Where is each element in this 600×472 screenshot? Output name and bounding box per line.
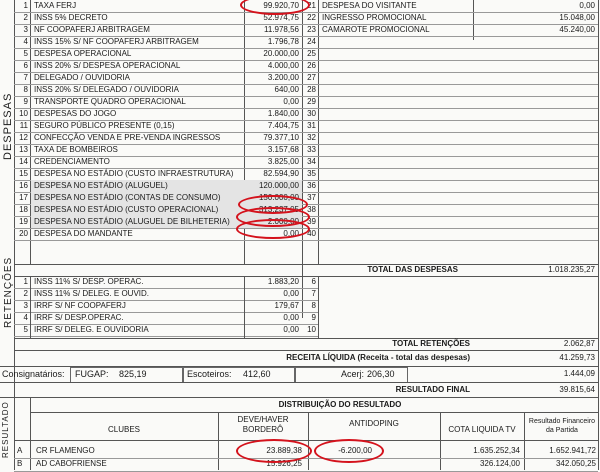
consignatarios-line	[0, 382, 598, 383]
club-name: AD CABOFRIENSE	[36, 459, 107, 468]
expense-description: INSS 5% DECRETO	[34, 13, 108, 22]
fugap-box	[70, 367, 184, 383]
expense-value: 82.594,90	[263, 169, 299, 178]
dist-resultado-border	[524, 412, 525, 470]
expense-value: 120.000,00	[258, 181, 299, 190]
row-number: 32	[307, 133, 316, 142]
expense-description: TRANSPORTE QUADRO OPERACIONAL	[34, 97, 186, 106]
club-cota-tv: 1.635.252,34	[473, 446, 520, 455]
expense-description: DELEGADO / OUVIDORIA	[34, 73, 131, 82]
row-number: 27	[307, 73, 316, 82]
outer-right-border	[598, 0, 599, 470]
row-number: 10	[19, 109, 28, 118]
retencao-value: 0,00	[283, 325, 299, 334]
club-resultado-financeiro: 1.652.941,72	[549, 446, 596, 455]
row-number: 39	[307, 217, 316, 226]
total-despesas-value: 1.018.235,27	[548, 265, 595, 274]
club-cota-tv: 326.124,00	[479, 459, 520, 468]
expense-description: TAXA DE BOMBEIROS	[34, 145, 118, 154]
expense-value: 150.000,00	[258, 193, 299, 202]
acerj-value: 206,30	[367, 369, 395, 379]
expense-description: DESPESA NO ESTÁDIO (ALUGUEL DE BILHETERIA)	[34, 217, 230, 226]
row-number: 3	[23, 301, 28, 310]
row-number: 7	[23, 73, 28, 82]
resultado-final-line	[0, 397, 598, 398]
section-label-despesas: DESPESAS	[2, 92, 14, 160]
expense-description: INSS 15% S/ NF COOPAFERJ ARBITRAGEM	[34, 37, 199, 46]
expense-description: DESPESAS DO JOGO	[34, 109, 117, 118]
club-name: CR FLAMENGO	[36, 446, 95, 455]
ret-number-border	[30, 276, 31, 338]
row-number: 29	[307, 97, 316, 106]
row-number: 23	[307, 25, 316, 34]
row-number: 1	[23, 1, 28, 10]
expense-description: DESPESA OPERACIONAL	[34, 49, 132, 58]
annotation-circle-custo-operacional	[236, 219, 310, 239]
section-label-retencoes: RETENÇÕES	[3, 256, 14, 328]
expense-description: SEGURO PÚBLICO PRESENTE (0,15)	[34, 121, 175, 130]
row-number: 10	[307, 325, 316, 334]
row-number: 18	[19, 205, 28, 214]
row-number: 13	[19, 145, 28, 154]
expense-value: 0,00	[579, 1, 595, 10]
expense-description: DESPESA NO ESTÁDIO (ALUGUEL)	[34, 181, 168, 190]
club-resultado-financeiro: 342.050,25	[555, 459, 596, 468]
expense-value: 79.377,10	[263, 133, 299, 142]
row-number: 34	[307, 157, 316, 166]
receita-liquida-value: 41.259,73	[559, 353, 595, 362]
header-resultado-financeiro: Resultado Financeiro da Partida	[528, 418, 596, 434]
club-antidoping: -6.200,00	[338, 446, 372, 455]
row-number: 7	[311, 289, 316, 298]
row-number: 11	[19, 121, 28, 130]
distribuicao-title-line	[30, 412, 598, 413]
dist-header-line	[14, 440, 598, 441]
expense-value: 11.978,56	[264, 25, 299, 34]
expense-value: 99.920,70	[263, 1, 299, 10]
header-cota: COTA LIQUIDA TV	[448, 425, 516, 434]
expense-description: INSS 20% S/ DELEGADO / OUVIDORIA	[34, 85, 179, 94]
annotation-circle-antidoping-flamengo	[314, 439, 384, 463]
row-number: 1	[23, 277, 28, 286]
acerj-box	[294, 367, 408, 383]
total-retencoes-line	[14, 350, 598, 351]
ret-value-border	[244, 276, 245, 338]
expense-description: DESPESA NO ESTÁDIO (CUSTO INFRAESTRUTURA)	[34, 169, 234, 178]
row-number: 30	[307, 109, 316, 118]
retencao-value: 0,00	[283, 289, 299, 298]
retencao-description: INSS 11% S/ DELEG. E OUVID.	[34, 289, 149, 298]
ret-n2-border	[318, 276, 319, 338]
expense-value: 3.157,68	[267, 145, 299, 154]
row-number: 2	[23, 13, 28, 22]
retencao-value: 179,67	[274, 301, 299, 310]
expense-description: NF COOPAFERJ ARBITRAGEM	[34, 25, 150, 34]
expense-value: 0,00	[283, 229, 299, 238]
header-antidoping: ANTIDOPING	[349, 419, 399, 428]
retencao-value: 0,00	[283, 313, 299, 322]
expense-description: CREDENCIAMENTO	[34, 157, 110, 166]
fugap-value: 825,19	[119, 369, 147, 379]
expense-description: INGRESSO PROMOCIONAL	[322, 13, 427, 22]
row-number: 38	[307, 205, 316, 214]
receita-liquida-label: RECEITA LÍQUIDA (Receita - total das despesas)	[286, 353, 470, 362]
retencao-description: INSS 11% S/ DESP. OPERAC.	[34, 277, 144, 286]
club-letter: A	[17, 446, 23, 455]
row-number: 33	[307, 145, 316, 154]
row-number: 9	[23, 97, 28, 106]
row-number: 19	[19, 217, 28, 226]
row-number: 16	[19, 181, 28, 190]
total-retencoes-label: TOTAL RETENÇÕES	[392, 339, 470, 348]
row-number: 25	[307, 49, 316, 58]
header-deve-haver: DEVE/HAVER BORDERÔ	[237, 415, 289, 434]
row-number: 12	[19, 133, 28, 142]
escoteiros-label: Escoteiros:	[187, 369, 232, 379]
club-deve-haver: 15.926,25	[266, 459, 302, 468]
expense-description: DESPESA DO MANDANTE	[34, 229, 133, 238]
row-number: 9	[311, 313, 316, 322]
total-retencoes-value: 2.062,87	[563, 339, 595, 348]
escoteiros-value: 412,60	[243, 369, 271, 379]
club-deve-haver: 23.889,38	[266, 446, 302, 455]
row-number: 5	[23, 325, 28, 334]
expense-description: DESPESA DO VISITANTE	[322, 1, 417, 10]
row-number: 37	[307, 193, 316, 202]
right-value-column-border	[473, 0, 474, 40]
row-number: 6	[311, 277, 316, 286]
row-number: 22	[307, 13, 316, 22]
row-number: 4	[23, 37, 28, 46]
expense-value: 640,00	[274, 85, 299, 94]
expense-value: 313.237,05	[258, 205, 299, 214]
dist-cota-border	[440, 412, 441, 470]
expense-value: 20.000,00	[263, 49, 299, 58]
retencao-description: IRRF S/ DELEG. E OUVIDORIA	[34, 325, 149, 334]
row-number: 24	[307, 37, 316, 46]
row-number: 3	[23, 25, 28, 34]
expense-description: CONFECÇÃO VENDA E PRE-VENDA INGRESSOS	[34, 133, 221, 142]
club-letter: B	[17, 459, 23, 468]
expense-value: 52.974,75	[263, 13, 299, 22]
section-label-resultado: RESULTADO	[1, 401, 10, 458]
expense-description: INSS 20% S/ DESPESA OPERACIONAL	[34, 61, 181, 70]
row-number: 14	[19, 157, 28, 166]
acerj-label: Acerj:	[341, 369, 365, 379]
expense-description: DESPESA NO ESTÁDIO (CONTAS DE CONSUMO)	[34, 193, 221, 202]
row-number: 2	[23, 289, 28, 298]
row-number: 36	[307, 181, 316, 190]
row-number: 28	[307, 85, 316, 94]
row-number: 21	[307, 1, 316, 10]
row-number: 6	[23, 61, 28, 70]
expense-value: 45.240,00	[559, 25, 595, 34]
fugap-label: FUGAP:	[75, 369, 109, 379]
expense-description: CAMAROTE PROMOCIONAL	[322, 25, 430, 34]
expense-description: TAXA FERJ	[34, 1, 77, 10]
expense-value: 1.840,00	[267, 109, 299, 118]
row-number: 40	[307, 229, 316, 238]
row-divider	[14, 240, 598, 241]
expense-value: 15.048,00	[559, 13, 595, 22]
expense-value: 0,00	[283, 97, 299, 106]
annotation-circle-deve-flamengo	[236, 439, 312, 463]
row-number: 8	[23, 85, 28, 94]
retencao-description: IRRF S/ DESP.OPERAC.	[34, 313, 124, 322]
row-number: 15	[19, 169, 28, 178]
row-number: 17	[19, 193, 28, 202]
expense-value: 3.825,00	[267, 157, 299, 166]
row-number: 20	[19, 229, 28, 238]
escoteiros-box	[182, 367, 296, 383]
row-number: 8	[311, 301, 316, 310]
expense-value: 2.000,00	[267, 217, 299, 226]
consignatarios-label: Consignatários:	[2, 369, 65, 379]
expense-value: 4.000,00	[267, 61, 299, 70]
expense-value: 1.796,78	[267, 37, 299, 46]
expense-description: DESPESA NO ESTÁDIO (CUSTO OPERACIONAL)	[34, 205, 219, 214]
total-despesas-label: TOTAL DAS DESPESAS	[367, 265, 458, 274]
resultado-final-value: 39.815,64	[559, 385, 595, 394]
row-number: 4	[23, 313, 28, 322]
retencao-description: IRRF S/ NF COOPAFERJ	[34, 301, 126, 310]
expense-value: 7.404,75	[267, 121, 299, 130]
retencao-value: 1.883,20	[267, 277, 299, 286]
header-clubes: CLUBES	[107, 425, 140, 434]
row-number: 31	[307, 121, 316, 130]
distribuicao-title: DISTRIBUIÇÃO DO RESULTADO	[278, 400, 402, 409]
expense-value: 3.200,00	[267, 73, 299, 82]
consignatarios-total: 1.444,09	[563, 369, 595, 378]
row-divider	[14, 336, 318, 337]
dist-deve-border	[218, 412, 219, 470]
row-number: 35	[307, 169, 316, 178]
resultado-final-label: RESULTADO FINAL	[395, 385, 470, 394]
row-number: 5	[23, 49, 28, 58]
row-number: 26	[307, 61, 316, 70]
